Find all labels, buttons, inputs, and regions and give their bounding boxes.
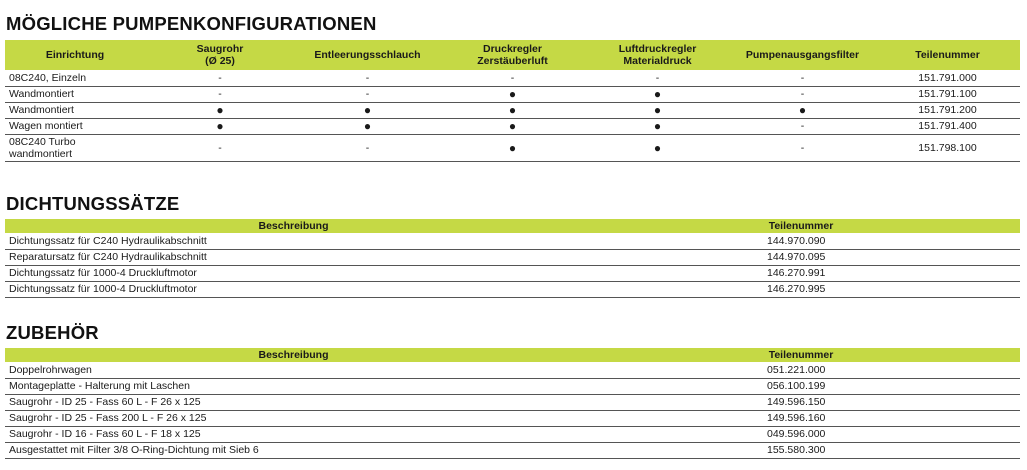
table-row xyxy=(5,102,1020,118)
druckregler-header-line-1: Druckregler xyxy=(483,43,542,55)
cell-pumpenausgangsfilter: - xyxy=(730,70,875,86)
cell-druckregler: ● xyxy=(440,86,585,102)
cell-druckregler: ● xyxy=(440,102,585,118)
table-row xyxy=(5,70,1020,86)
cell-teilenummer: 151.791.200 xyxy=(875,102,1020,118)
cell-beschreibung: Dichtungssatz für 1000-4 Druckluftmotor xyxy=(5,281,582,297)
table-row xyxy=(5,410,1020,426)
cell-beschreibung: Reparatursatz für C240 Hydraulikabschnitt xyxy=(5,249,582,265)
cell-beschreibung: Dichtungssatz für 1000-4 Druckluftmotor xyxy=(5,265,582,281)
cell-teilenummer: 151.791.000 xyxy=(875,70,1020,86)
table-row xyxy=(5,134,1020,161)
druckregler-header-line-2: Zerstäuberluft xyxy=(477,55,548,67)
col-header-entleerungsschlauch: Entleerungsschlauch xyxy=(295,40,440,70)
cell-beschreibung: Montageplatte - Halterung mit Laschen xyxy=(5,378,582,394)
col-header-pumpenausgangsfilter: Pumpenausgangsfilter xyxy=(730,40,875,70)
col-header-beschreibung: Beschreibung xyxy=(5,219,582,233)
cell-pumpenausgangsfilter: - xyxy=(730,134,875,161)
cell-beschreibung: Saugrohr - ID 25 - Fass 200 L - F 26 x 125 xyxy=(5,410,582,426)
table-row xyxy=(5,233,1020,249)
cell-luftdruckregler: ● xyxy=(585,118,730,134)
cell-luftdruckregler: ● xyxy=(585,102,730,118)
cell-saugrohr: - xyxy=(145,86,295,102)
cell-einrichtung: Wagen montiert xyxy=(5,118,145,134)
cell-einrichtung: Wandmontiert xyxy=(5,86,145,102)
cell-druckregler: ● xyxy=(440,118,585,134)
saugrohr-header-line-2: (Ø 25) xyxy=(205,55,235,67)
col-header-teilenummer: Teilenummer xyxy=(875,40,1020,70)
cell-teilenummer: 051.221.000 xyxy=(582,362,1020,378)
cell-entleerungsschlauch: ● xyxy=(295,102,440,118)
cell-beschreibung: Saugrohr - ID 16 - Fass 60 L - F 18 x 125 xyxy=(5,426,582,442)
seal-kits-header-row xyxy=(5,219,1020,233)
table-row xyxy=(5,394,1020,410)
cell-einrichtung: Wandmontiert xyxy=(5,102,145,118)
accessories-header-row xyxy=(5,348,1020,362)
cell-teilenummer: 155.580.300 xyxy=(582,442,1020,458)
seal-kits-title: DICHTUNGSSÄTZE xyxy=(6,193,180,214)
cell-pumpenausgangsfilter: - xyxy=(730,86,875,102)
cell-teilenummer: 151.798.100 xyxy=(875,134,1020,161)
col-header-teilenummer: Teilenummer xyxy=(582,219,1020,233)
cell-entleerungsschlauch: - xyxy=(295,70,440,86)
cell-beschreibung: Doppelrohrwagen xyxy=(5,362,582,378)
table-row xyxy=(5,249,1020,265)
cell-teilenummer: 056.100.199 xyxy=(582,378,1020,394)
table-row xyxy=(5,378,1020,394)
cell-beschreibung: Saugrohr - ID 25 - Fass 60 L - F 26 x 125 xyxy=(5,394,582,410)
cell-saugrohr: ● xyxy=(145,102,295,118)
cell-saugrohr: - xyxy=(145,134,295,161)
luftdruckregler-header-line-2: Materialdruck xyxy=(623,55,692,67)
table-row xyxy=(5,442,1020,458)
cell-teilenummer: 146.270.995 xyxy=(582,281,1020,297)
table-row xyxy=(5,86,1020,102)
cell-pumpenausgangsfilter: - xyxy=(730,118,875,134)
cell-teilenummer: 149.596.150 xyxy=(582,394,1020,410)
cell-luftdruckregler: ● xyxy=(585,134,730,161)
cell-teilenummer: 144.970.095 xyxy=(582,249,1020,265)
col-header-einrichtung: Einrichtung xyxy=(5,40,145,70)
cell-entleerungsschlauch: ● xyxy=(295,118,440,134)
cell-entleerungsschlauch: - xyxy=(295,134,440,161)
saugrohr-header-line-1: Saugrohr xyxy=(196,43,244,55)
cell-entleerungsschlauch: - xyxy=(295,86,440,102)
cell-teilenummer: 149.596.160 xyxy=(582,410,1020,426)
table-row xyxy=(5,281,1020,297)
cell-luftdruckregler: ● xyxy=(585,86,730,102)
pump-config-header-row xyxy=(5,40,1020,70)
table-row xyxy=(5,426,1020,442)
col-header-saugrohr xyxy=(145,40,295,70)
cell-saugrohr: - xyxy=(145,70,295,86)
table-row xyxy=(5,265,1020,281)
cell-einrichtung: 08C240 Turbo wandmontiert xyxy=(5,134,145,161)
accessories-table xyxy=(5,348,1020,459)
cell-druckregler: ● xyxy=(440,134,585,161)
cell-teilenummer: 151.791.100 xyxy=(875,86,1020,102)
cell-teilenummer: 144.970.090 xyxy=(582,233,1020,249)
seal-kits-table xyxy=(5,219,1020,298)
accessories-title: ZUBEHÖR xyxy=(6,322,99,343)
col-header-beschreibung: Beschreibung xyxy=(5,348,582,362)
cell-teilenummer: 146.270.991 xyxy=(582,265,1020,281)
table-row xyxy=(5,362,1020,378)
cell-einrichtung: 08C240, Einzeln xyxy=(5,70,145,86)
cell-saugrohr: ● xyxy=(145,118,295,134)
col-header-luftdruckregler xyxy=(585,40,730,70)
pump-config-title: MÖGLICHE PUMPENKONFIGURATIONEN xyxy=(6,13,377,34)
cell-luftdruckregler: - xyxy=(585,70,730,86)
cell-druckregler: - xyxy=(440,70,585,86)
cell-teilenummer: 049.596.000 xyxy=(582,426,1020,442)
col-header-druckregler xyxy=(440,40,585,70)
table-row xyxy=(5,118,1020,134)
luftdruckregler-header-line-1: Luftdruckregler xyxy=(618,43,697,55)
cell-beschreibung: Ausgestattet mit Filter 3/8 O-Ring-Dichtung mit Sieb 6 xyxy=(5,442,582,458)
cell-beschreibung: Dichtungssatz für C240 Hydraulikabschnitt xyxy=(5,233,582,249)
col-header-teilenummer: Teilenummer xyxy=(582,348,1020,362)
cell-pumpenausgangsfilter: ● xyxy=(730,102,875,118)
cell-teilenummer: 151.791.400 xyxy=(875,118,1020,134)
pump-config-table xyxy=(5,40,1020,162)
